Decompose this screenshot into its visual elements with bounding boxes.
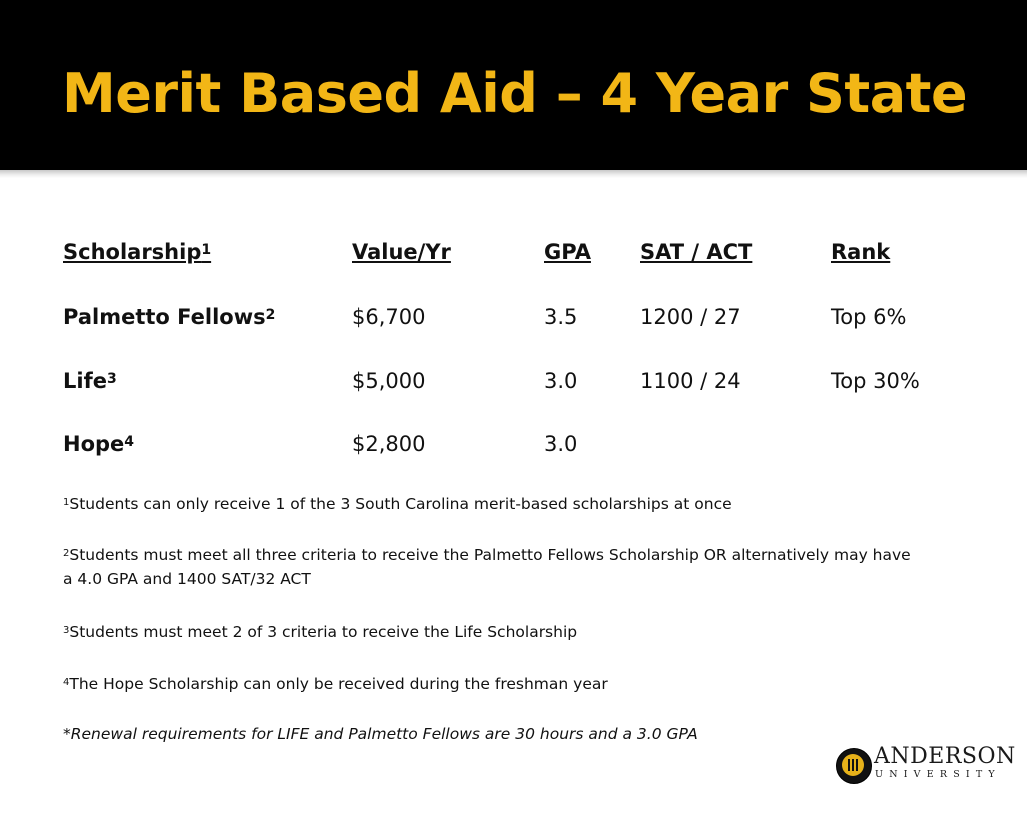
header-value: Value/Yr — [352, 240, 451, 264]
footnote-marker: 4 — [124, 434, 135, 450]
scholarship-rank: Top 6% — [831, 305, 907, 329]
footnote-marker: 1 — [201, 242, 212, 258]
anderson-university-logo — [836, 744, 1016, 785]
scholarship-gpa: 3.0 — [544, 432, 578, 456]
scholarship-gpa: 3.5 — [544, 305, 578, 329]
scholarship-name: Hope$^4$ — [63, 432, 135, 456]
scholarship-rank: Top 30% — [831, 369, 920, 393]
header-rank: Rank — [831, 240, 891, 264]
header-gpa: GPA — [544, 240, 591, 264]
scholarship-gpa: 3.0 — [544, 369, 578, 393]
title-divider — [0, 170, 1027, 178]
scholarship-sat-act: 1100 / 24 — [640, 369, 741, 393]
footnote-marker: 2 — [265, 307, 276, 323]
scholarship-value: $6,700 — [352, 305, 426, 329]
logo-name: ANDERSON — [874, 744, 1016, 769]
university-seal-icon — [836, 748, 872, 784]
header-sat-act: SAT / ACT — [640, 240, 753, 264]
footnote-marker: 3 — [63, 625, 70, 636]
header-scholarship: Scholarship$^1$ — [63, 240, 212, 264]
footnote: $^1$Students can only receive 1 of the 3 South Carolina merit-based scholarships at once — [63, 495, 732, 513]
scholarship-value: $2,800 — [352, 432, 426, 456]
slide-title: Merit Based Aid – 4 Year State — [62, 62, 968, 125]
scholarship-name: Life$^3$ — [63, 369, 117, 393]
renewal-note: *Renewal requirements for LIFE and Palmetto Fellows are 30 hours and a 3.0 GPA — [63, 725, 698, 743]
scholarship-name: Palmetto Fellows$^2$ — [63, 305, 276, 329]
footnote: $^3$Students must meet 2 of 3 criteria to receive the Life Scholarship — [63, 623, 578, 641]
scholarship-value: $5,000 — [352, 369, 426, 393]
footnote: $^4$The Hope Scholarship can only be received during the freshman year — [63, 675, 608, 693]
footnote-marker: 4 — [63, 677, 70, 688]
footnote-marker: 1 — [63, 497, 70, 508]
scholarship-sat-act: 1200 / 27 — [640, 305, 741, 329]
logo-subtitle: UNIVERSITY — [875, 769, 1001, 780]
footnote-marker: 3 — [106, 371, 117, 387]
footnote-marker: 2 — [63, 548, 70, 559]
footnote: $^2$Students must meet all three criteria to receive the Palmetto Fellows Scholarship OR alternatively may have a 4.0 GPA and 1400 SAT/32 ACT — [63, 546, 911, 588]
